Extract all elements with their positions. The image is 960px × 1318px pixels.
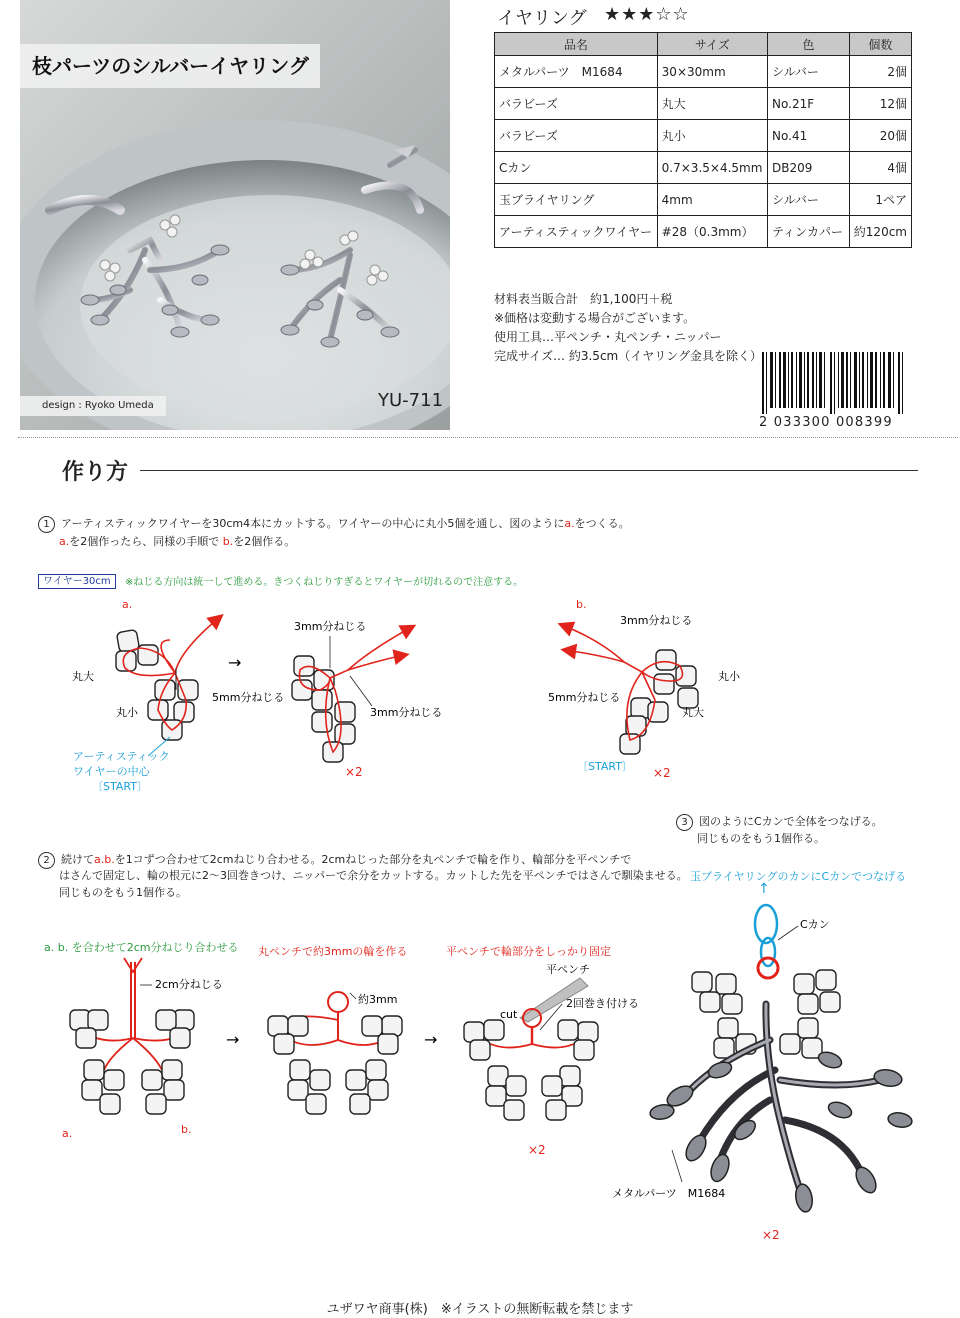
cell-color: シルバー [768, 56, 850, 88]
product-code: YU-711 [378, 390, 444, 411]
svg-text:丸小: 丸小 [116, 706, 138, 719]
step3-number: 3 [676, 814, 693, 831]
col-header: 色 [768, 33, 850, 56]
cell-qty: 12個 [849, 88, 911, 120]
barcode-number: 2 033300 008399 [759, 415, 893, 430]
step3-caption: 玉ブライヤリングのカンにCカンでつなげる [690, 870, 907, 883]
diagram-a-step1 [116, 617, 220, 740]
svg-text:×2: ×2 [653, 766, 671, 780]
cell-name: アーティスティックワイヤー [495, 216, 658, 248]
svg-text:Cカン: Cカン [800, 918, 830, 931]
cell-qty: 2個 [849, 56, 911, 88]
svg-text:丸大: 丸大 [682, 706, 704, 719]
svg-text:a.: a. [62, 1127, 73, 1140]
difficulty-stars: ★★★☆☆ [604, 4, 690, 25]
cell-color: No.21F [768, 88, 850, 120]
step1-text-end: をつくる。 [574, 517, 630, 530]
col-header: 品名 [495, 33, 658, 56]
svg-text:cut: cut [500, 1008, 518, 1021]
cell-size: 丸大 [657, 88, 767, 120]
diagram-b [562, 625, 698, 754]
step1-text2-end: を2個作る。 [233, 535, 296, 548]
step2-number: 2 [38, 852, 55, 869]
diagram-a-step2 [292, 627, 412, 762]
svg-text:アーティスティック: アーティスティック [73, 750, 170, 763]
svg-text:メタルパーツ M1684: メタルパーツ M1684 [612, 1187, 726, 1200]
svg-text:↑: ↑ [758, 881, 770, 897]
svg-text:丸大: 丸大 [72, 670, 94, 683]
cell-size: 30×30mm [657, 56, 767, 88]
step2-ab: a.b. [94, 853, 115, 866]
wire-tag: ワイヤー30cm [38, 574, 116, 589]
cell-color: No.41 [768, 120, 850, 152]
cell-color: DB209 [768, 152, 850, 184]
section-title: 作り方 [62, 460, 129, 485]
col-header: 個数 [849, 33, 911, 56]
cell-name: バラビーズ [495, 88, 658, 120]
cell-color: シルバー [768, 184, 850, 216]
svg-text:→: → [424, 1030, 438, 1049]
svg-text:ワイヤーの中心: ワイヤーの中心 [73, 765, 150, 778]
svg-text:3mm分ねじる: 3mm分ねじる [620, 614, 693, 627]
footer: ユザワヤ商事(株) ※イラストの無断転載を禁じます [326, 1302, 634, 1317]
step2-caption-fix: 平ペンチで輪部分をしっかり固定 [446, 945, 611, 958]
svg-text:5mm分ねじる: 5mm分ねじる [548, 691, 621, 704]
step2-pre: 続けて [61, 853, 94, 866]
svg-text:→: → [228, 653, 242, 672]
cell-size: #28（0.3mm） [657, 216, 767, 248]
diagram-loop [268, 992, 402, 1114]
cell-size: 0.7×3.5×4.5mm [657, 152, 767, 184]
step2-line3: 同じものをもう1個作る。 [59, 886, 187, 899]
step1-a: a. [564, 517, 575, 530]
svg-text:平ペンチ: 平ペンチ [546, 963, 590, 976]
cell-name: バラビーズ [495, 120, 658, 152]
svg-text:3mm分ねじる: 3mm分ねじる [370, 706, 443, 719]
step2-text1: を1コずつ合わせて2cmねじり合わせる。2cmねじった部分を丸ペンチで輪を作り、輪部分を平ペンチで [114, 853, 632, 866]
step2-caption-loop: 丸ペンチで約3mmの輪を作る [258, 945, 408, 958]
cell-size: 4mm [657, 184, 767, 216]
step1-text: アーティスティックワイヤーを30cm4本にカットする。ワイヤーの中心に丸小5個を通し、図のように [61, 517, 565, 530]
step2-caption-twist: a. b. を合わせて2cm分ねじり合わせる [44, 941, 239, 954]
step1-b: b. [222, 535, 234, 548]
svg-text:×2: ×2 [345, 765, 363, 779]
svg-text:b.: b. [576, 598, 587, 611]
note-price: 材料表当販合計 約1,100円＋税 [494, 292, 673, 306]
svg-text:丸小: 丸小 [718, 670, 740, 683]
svg-text:×2: ×2 [528, 1143, 546, 1157]
cell-name: メタルパーツ M1684 [495, 56, 658, 88]
col-header: サイズ [657, 33, 767, 56]
step3-text1: 図のようにCカンで全体をつなげる。 [699, 815, 883, 828]
cell-qty: 4個 [849, 152, 911, 184]
note-tools: 使用工具…平ペンチ・丸ペンチ・ニッパー [494, 330, 722, 344]
note-size: 完成サイズ… 約3.5cm（イヤリング金具を除く） [494, 349, 762, 363]
cell-name: 玉ブライヤリング [495, 184, 658, 216]
step2-line2: はさんで固定し、輪の根元に2〜3回巻きつけ、ニッパーで余分をカットする。カットした先を平ペンチではさんで馴染ませる。 [59, 869, 688, 882]
svg-text:b.: b. [181, 1123, 192, 1136]
svg-text:3mm分ねじる: 3mm分ねじる [294, 620, 367, 633]
cell-color: ティンカパー [768, 216, 850, 248]
product-name: イヤリング [497, 8, 587, 29]
svg-text:5mm分ねじる: 5mm分ねじる [212, 691, 285, 704]
step1-text2: を2個作ったら、同様の手順で [69, 535, 223, 548]
svg-text:→: → [226, 1030, 240, 1049]
svg-text:約3mm: 約3mm [358, 993, 398, 1006]
svg-text:〔START〕: 〔START〕 [577, 760, 633, 773]
cell-qty: 20個 [849, 120, 911, 152]
step3-line2: 同じものをもう1個作る。 [697, 832, 825, 845]
note-price-disclaimer: ※価格は変動する場合がございます。 [494, 311, 696, 325]
diagram-assembly [649, 881, 913, 1213]
svg-text:〔START〕: 〔START〕 [92, 780, 148, 793]
svg-text:2cm分ねじる: 2cm分ねじる [155, 978, 223, 991]
svg-text:2回巻き付ける: 2回巻き付ける [566, 997, 639, 1010]
cell-size: 丸小 [657, 120, 767, 152]
product-title: 枝パーツのシルバーイヤリング [20, 44, 320, 88]
cell-name: Cカン [495, 152, 658, 184]
designer-credit: design : Ryoko Umeda [20, 396, 166, 416]
step1-number: 1 [38, 516, 55, 533]
svg-text:×2: ×2 [762, 1228, 780, 1242]
step1-a2: a. [59, 535, 70, 548]
svg-text:a.: a. [122, 598, 133, 611]
cell-qty: 約120cm [849, 216, 911, 248]
cell-qty: 1ペア [849, 184, 911, 216]
warning-note: ※ねじる方向は統一して進める。きつくねじりすぎるとワイヤーが切れるので注意する。 [125, 577, 524, 588]
